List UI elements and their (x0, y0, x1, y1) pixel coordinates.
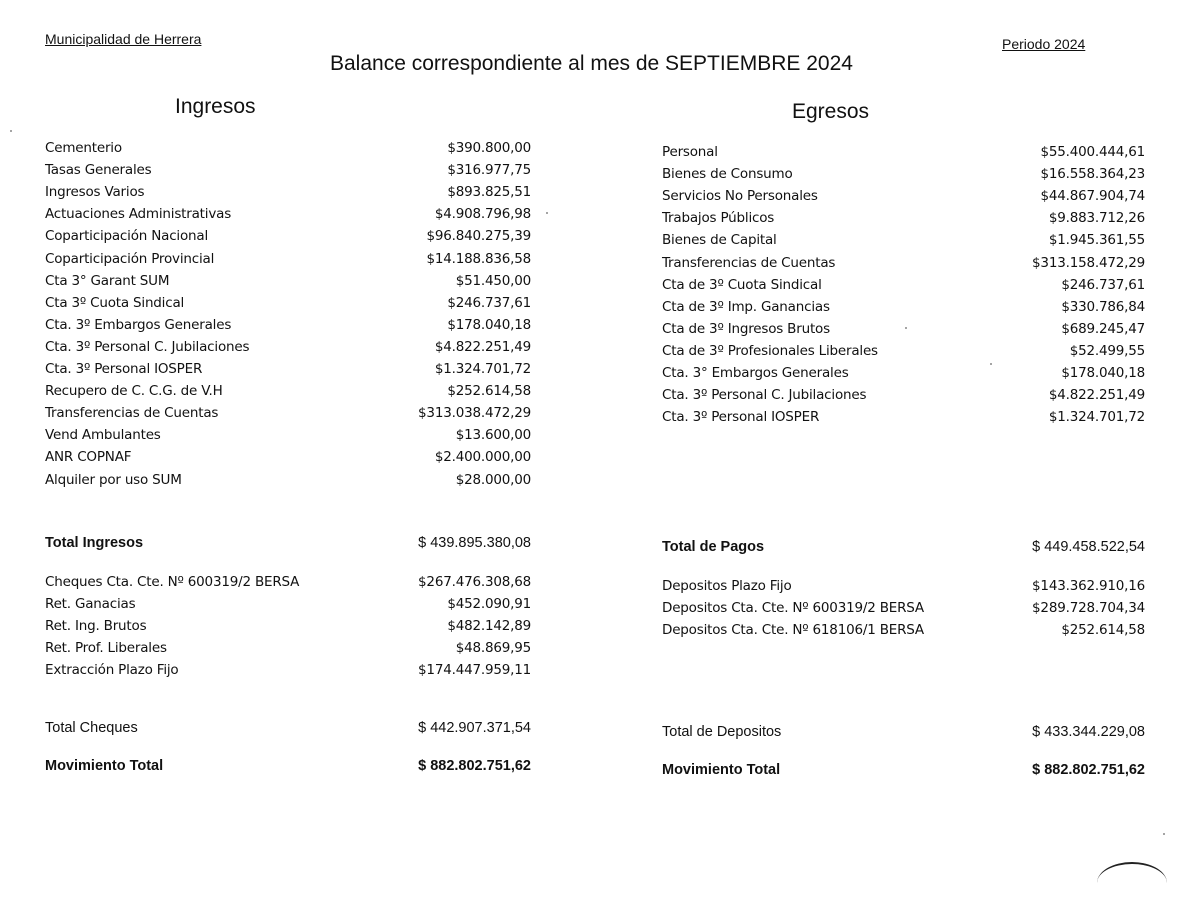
row-label: Depositos Cta. Cte. Nº 600319/2 BERSA (662, 600, 924, 617)
period-label: Periodo 2024 (1002, 36, 1086, 52)
table-row (662, 362, 1145, 384)
table-row (45, 159, 531, 181)
row-label: Cta 3º Cuota Sindical (45, 294, 185, 311)
row-label: Bienes de Capital (662, 232, 777, 249)
table-row (45, 225, 531, 247)
table-row (662, 296, 1145, 318)
row-value: $9.883.712,26 (1048, 210, 1145, 227)
row-label: Cta. 3º Embargos Generales (45, 316, 232, 333)
table-row (662, 229, 1145, 251)
row-label: Cta de 3º Ingresos Brutos (662, 320, 830, 337)
row-label: Cta. 3º Personal IOSPER (45, 361, 203, 377)
total-cheques-label: Total Cheques (45, 720, 138, 736)
row-value: $13.600,00 (455, 427, 531, 444)
movimiento-total-ingresos-row (45, 755, 531, 777)
table-row (662, 340, 1145, 362)
row-label: Cementerio (45, 140, 122, 156)
row-value: $14.188.836,58 (426, 250, 531, 267)
table-row (45, 637, 531, 659)
total-cheques-row (45, 717, 531, 739)
row-value: $178.040,18 (447, 316, 531, 333)
row-label: Depositos Plazo Fijo (662, 578, 792, 594)
table-row (45, 181, 531, 203)
row-value: $174.447.959,11 (418, 662, 531, 679)
table-row (45, 314, 531, 336)
row-label: Cta. 3° Embargos Generales (662, 365, 849, 381)
table-row (662, 274, 1145, 296)
row-label: Tasas Generales (45, 162, 152, 179)
row-label: Cta. 3º Personal C. Jubilaciones (662, 387, 867, 404)
row-value: $252.614,58 (1061, 622, 1145, 639)
row-value: $48.869,95 (455, 640, 531, 657)
row-value: $51.450,00 (455, 272, 531, 289)
scan-speck (1163, 833, 1165, 835)
row-value: $246.737,61 (447, 294, 531, 311)
row-value: $55.400.444,61 (1040, 144, 1145, 160)
table-row (662, 575, 1145, 597)
row-label: Ret. Ganacias (45, 596, 136, 613)
row-label: Coparticipación Provincial (45, 250, 215, 267)
stamp-edge (1097, 862, 1167, 904)
row-value: $267.476.308,68 (418, 574, 531, 590)
row-value: $143.362.910,16 (1032, 578, 1145, 594)
table-row (662, 384, 1145, 406)
row-value: $4.822.251,49 (1048, 387, 1145, 404)
total-pagos-label: Total de Pagos (662, 539, 765, 555)
table-row (45, 593, 531, 615)
row-value: $1.324.701,72 (1048, 409, 1145, 426)
row-value: $52.499,55 (1069, 342, 1145, 359)
row-label: Cta. 3º Personal C. Jubilaciones (45, 338, 250, 355)
total-pagos-row (662, 536, 1145, 558)
ingresos-title: Ingresos (175, 95, 256, 118)
table-row (45, 446, 531, 468)
page-title: Balance correspondiente al mes de SEPTIEMBRE 2024 (330, 52, 853, 75)
row-label: Cta de 3º Imp. Ganancias (662, 298, 830, 315)
row-label: Actuaciones Administrativas (45, 206, 232, 223)
egresos-title: Egresos (792, 100, 870, 123)
row-value: $330.786,84 (1061, 298, 1145, 315)
table-row (662, 406, 1145, 428)
table-row (45, 292, 531, 314)
row-value: $28.000,00 (455, 471, 531, 488)
row-label: Cta 3° Garant SUM (45, 272, 170, 289)
table-row (662, 207, 1145, 229)
row-label: Cta. 3º Personal IOSPER (662, 409, 820, 426)
table-row (662, 185, 1145, 207)
row-label: Cta de 3º Cuota Sindical (662, 276, 822, 293)
row-label: Depositos Cta. Cte. Nº 618106/1 BERSA (662, 622, 924, 639)
row-value: $246.737,61 (1061, 276, 1145, 293)
total-cheques-value: $ 442.907.371,54 (418, 720, 531, 736)
row-value: $289.728.704,34 (1032, 600, 1145, 617)
table-row (45, 615, 531, 637)
row-value: $482.142,89 (447, 618, 531, 635)
table-row (45, 402, 531, 424)
movimiento-total-egresos-row (662, 759, 1145, 781)
table-row (45, 424, 531, 446)
table-row (45, 469, 531, 491)
table-row (45, 571, 531, 593)
row-value: $4.822.251,49 (434, 338, 531, 355)
row-label: Servicios No Personales (662, 188, 818, 205)
row-value: $313.158.472,29 (1032, 254, 1145, 271)
movimiento-total-label: Movimiento Total (662, 762, 781, 778)
scan-speck (990, 363, 992, 365)
total-pagos-value: $ 449.458.522,54 (1032, 539, 1145, 555)
row-value: $4.908.796,98 (434, 206, 531, 223)
row-label: Extracción Plazo Fijo (45, 662, 179, 679)
row-label: Vend Ambulantes (45, 427, 161, 444)
row-label: Cheques Cta. Cte. Nº 600319/2 BERSA (45, 574, 300, 590)
municipality-name: Municipalidad de Herrera (45, 31, 202, 47)
row-label: Ingresos Varios (45, 184, 145, 201)
movimiento-total-value: $ 882.802.751,62 (418, 758, 531, 774)
table-row (662, 619, 1145, 641)
row-value: $44.867.904,74 (1040, 188, 1145, 205)
scan-speck (546, 212, 548, 214)
total-depositos-value: $ 433.344.229,08 (1032, 724, 1145, 740)
movimiento-total-label: Movimiento Total (45, 758, 164, 774)
table-row (662, 318, 1145, 340)
row-label: Ret. Ing. Brutos (45, 618, 147, 635)
total-ingresos-label: Total Ingresos (45, 535, 144, 551)
row-value: $1.324.701,72 (434, 361, 531, 377)
table-row (45, 137, 531, 159)
row-label: Coparticipación Nacional (45, 228, 209, 245)
total-depositos-row (662, 721, 1145, 743)
row-label: Trabajos Públicos (662, 210, 775, 227)
total-ingresos-value: $ 439.895.380,08 (418, 535, 531, 551)
row-value: $689.245,47 (1061, 320, 1145, 337)
table-row (662, 597, 1145, 619)
row-label: Alquiler por uso SUM (45, 471, 182, 488)
table-row (45, 380, 531, 402)
table-row (45, 248, 531, 270)
row-value: $252.614,58 (447, 383, 531, 400)
row-value: $313.038.472,29 (418, 405, 531, 422)
row-label: Bienes de Consumo (662, 166, 793, 183)
row-value: $1.945.361,55 (1048, 232, 1145, 249)
table-row (662, 163, 1145, 185)
row-value: $390.800,00 (447, 140, 531, 156)
row-label: Transferencias de Cuentas (662, 254, 836, 271)
total-ingresos-row (45, 532, 531, 554)
table-row (662, 141, 1145, 163)
table-row (662, 252, 1145, 274)
row-value: $96.840.275,39 (426, 228, 531, 245)
row-value: $178.040,18 (1061, 365, 1145, 381)
row-label: Ret. Prof. Liberales (45, 640, 167, 657)
row-label: ANR COPNAF (45, 449, 132, 466)
total-depositos-label: Total de Depositos (662, 724, 782, 740)
row-label: Recupero de C. C.G. de V.H (45, 383, 223, 400)
scan-speck (905, 327, 907, 329)
movimiento-total-value: $ 882.802.751,62 (1032, 762, 1145, 778)
row-value: $2.400.000,00 (434, 449, 531, 466)
table-row (45, 336, 531, 358)
table-row (45, 203, 531, 225)
scan-speck (10, 130, 12, 132)
row-value: $893.825,51 (447, 184, 531, 201)
row-label: Transferencias de Cuentas (45, 405, 219, 422)
table-row (45, 358, 531, 380)
row-label: Cta de 3º Profesionales Liberales (662, 342, 878, 359)
row-label: Personal (662, 144, 718, 160)
table-row (45, 659, 531, 681)
row-value: $316.977,75 (447, 162, 531, 179)
row-value: $452.090,91 (447, 596, 531, 613)
table-row (45, 270, 531, 292)
row-value: $16.558.364,23 (1040, 166, 1145, 183)
